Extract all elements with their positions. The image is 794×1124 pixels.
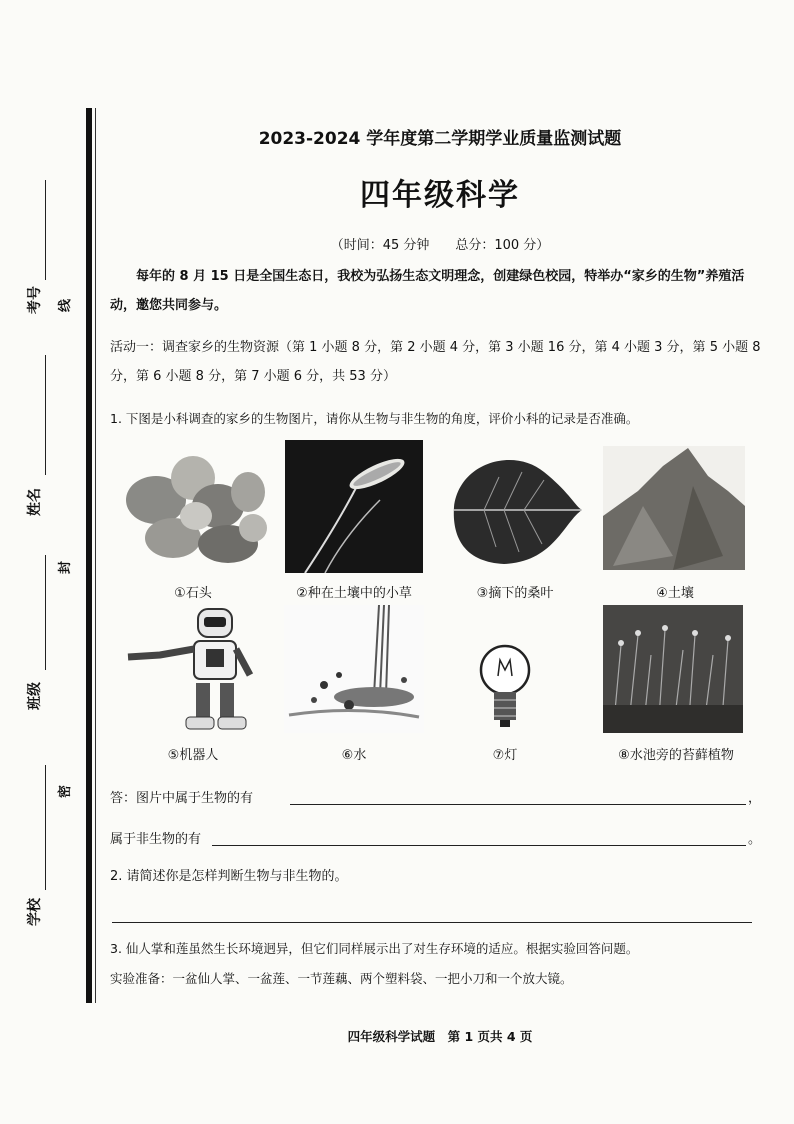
answer-nonliving-label: 属于非生物的有 bbox=[110, 832, 202, 847]
picture-caption-3: ③摘下的桑叶 bbox=[476, 586, 554, 601]
activity-heading: 活动一：调查家乡的生物资源（第 1 小题 8 分，第 2 小题 4 分，第 3 小题 16 分，第 4 小题 3 分，第 5 小题 8 分，第 6 小题 8 分，第 7 小题 6 分，共 53 分） bbox=[110, 340, 761, 384]
robot-image bbox=[120, 605, 270, 733]
cut-seal-word: 封 bbox=[58, 560, 74, 575]
question-3: 3. 仙人掌和莲虽然生长环境迥异，但它们同样展示出了对生存环境的适应。根据实验回答问题。 bbox=[110, 941, 639, 956]
binding-thin-rule bbox=[95, 108, 96, 1003]
subject-title: 四年级科学 bbox=[360, 178, 520, 213]
school-line[interactable] bbox=[45, 765, 46, 890]
answer-living-label: 答：图片中属于生物的有 bbox=[110, 791, 254, 806]
answer-living-end: ， bbox=[748, 791, 762, 806]
answer-living-field[interactable] bbox=[290, 804, 746, 805]
leaf-image bbox=[444, 452, 584, 570]
moss-image bbox=[603, 605, 743, 733]
school-label: 学校 bbox=[27, 898, 43, 926]
experiment-prep: 实验准备：一盆仙人掌、一盆莲、一节莲藕、两个塑料袋、一把小刀和一个放大镜。 bbox=[110, 971, 573, 986]
binding-margin bbox=[0, 0, 95, 1124]
grass-image bbox=[285, 440, 423, 573]
picture-caption-2: ②种在土壤中的小草 bbox=[296, 586, 412, 601]
picture-caption-5: ⑤机器人 bbox=[167, 748, 219, 763]
picture-caption-6: ⑥水 bbox=[341, 748, 367, 763]
cut-secret-word: 密 bbox=[58, 784, 74, 799]
exam-title: 2023-2024 学年度第二学期学业质量监测试题 bbox=[258, 129, 622, 149]
class-label: 班级 bbox=[27, 682, 43, 710]
picture-caption-8: ⑧水池旁的苔藓植物 bbox=[618, 748, 734, 763]
exam-no-label: 考号 bbox=[27, 286, 43, 314]
name-line[interactable] bbox=[45, 355, 46, 475]
soil-image bbox=[603, 446, 745, 570]
stones-image bbox=[118, 448, 268, 573]
cut-line-word: 线 bbox=[58, 298, 74, 313]
answer-nonliving-end: 。 bbox=[748, 832, 762, 847]
picture-caption-1: ①石头 bbox=[174, 586, 212, 601]
question-1: 1. 下图是小科调查的家乡的生物图片，请你从生物与非生物的角度，评价小科的记录是否准确。 bbox=[110, 411, 639, 426]
answer-2-field[interactable] bbox=[112, 922, 752, 923]
exam-no-line[interactable] bbox=[45, 180, 46, 280]
binding-thick-rule bbox=[86, 108, 92, 1003]
class-line[interactable] bbox=[45, 555, 46, 670]
time-info: （时间：45 分钟 总分：100 分） bbox=[330, 238, 550, 253]
answer-nonliving-field[interactable] bbox=[212, 845, 746, 846]
question-2: 2. 请简述你是怎样判断生物与非生物的。 bbox=[110, 869, 348, 884]
intro-paragraph: 每年的 8 月 15 日是全国生态日，我校为弘扬生态文明理念，创建绿色校园，特举办“家乡的生物”养殖活动，邀您共同参与。 bbox=[110, 269, 745, 313]
picture-caption-7: ⑦灯 bbox=[492, 748, 518, 763]
page-footer: 四年级科学试题 第 1 页共 4 页 bbox=[347, 1029, 533, 1044]
name-label: 姓名 bbox=[27, 488, 43, 516]
bulb-image bbox=[470, 640, 540, 732]
picture-caption-4: ④土壤 bbox=[656, 586, 694, 601]
water-image bbox=[284, 605, 424, 733]
